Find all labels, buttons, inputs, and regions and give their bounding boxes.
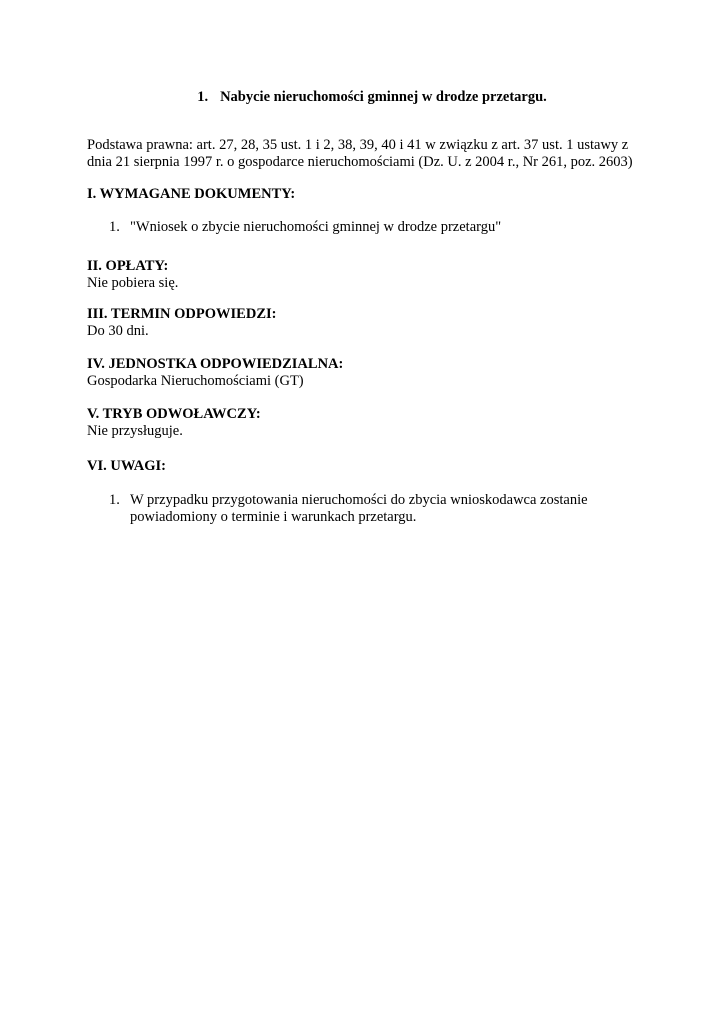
legal-basis-line-2: dnia 21 sierpnia 1997 r. o gospodarce nieruchomościami (Dz. U. z 2004 r., Nr 261, poz. 2603) — [87, 154, 633, 170]
section-heading-response-time: III. TERMIN ODPOWIEDZI: — [87, 306, 277, 322]
list-item — [87, 492, 647, 526]
list-marker: 1. — [109, 219, 120, 235]
section-heading-appeal: V. TRYB ODWOŁAWCZY: — [87, 406, 261, 422]
section-remarks — [87, 458, 647, 526]
section-text-response-time: Do 30 dni. — [87, 323, 149, 339]
title-number: 1. — [197, 89, 209, 105]
section-heading-remarks: VI. UWAGI: — [87, 458, 166, 474]
document-title — [0, 89, 724, 106]
legal-basis — [87, 137, 647, 171]
section-response-time — [87, 306, 647, 340]
section-text-appeal: Nie przysługuje. — [87, 423, 183, 439]
list-marker: 1. — [109, 492, 120, 508]
legal-basis-line-1: Podstawa prawna: art. 27, 28, 35 ust. 1 i 2, 38, 39, 40 i 41 w związku z art. 37 ust. 1 ustawy z — [87, 137, 629, 153]
section-text-responsible-unit: Gospodarka Nieruchomościami (GT) — [87, 373, 304, 389]
section-fees — [87, 258, 647, 292]
list-item-text-line-2: powiadomiony o terminie i warunkach przetargu. — [130, 509, 417, 525]
section-heading-responsible-unit: IV. JEDNOSTKA ODPOWIEDZIALNA: — [87, 356, 344, 372]
section-text-fees: Nie pobiera się. — [87, 275, 179, 291]
list-item — [87, 219, 647, 236]
list-item-text-line-1: W przypadku przygotowania nieruchomości do zbycia wnioskodawca zostanie — [130, 492, 588, 508]
section-appeal — [87, 406, 647, 440]
section-heading-fees: II. OPŁATY: — [87, 258, 169, 274]
section-heading-documents: I. WYMAGANE DOKUMENTY: — [87, 186, 296, 202]
list-item-text: "Wniosek o zbycie nieruchomości gminnej w drodze przetargu" — [130, 219, 502, 235]
section-required-documents — [87, 186, 647, 236]
section-responsible-unit — [87, 356, 647, 390]
title-text: Nabycie nieruchomości gminnej w drodze przetargu. — [220, 89, 547, 105]
